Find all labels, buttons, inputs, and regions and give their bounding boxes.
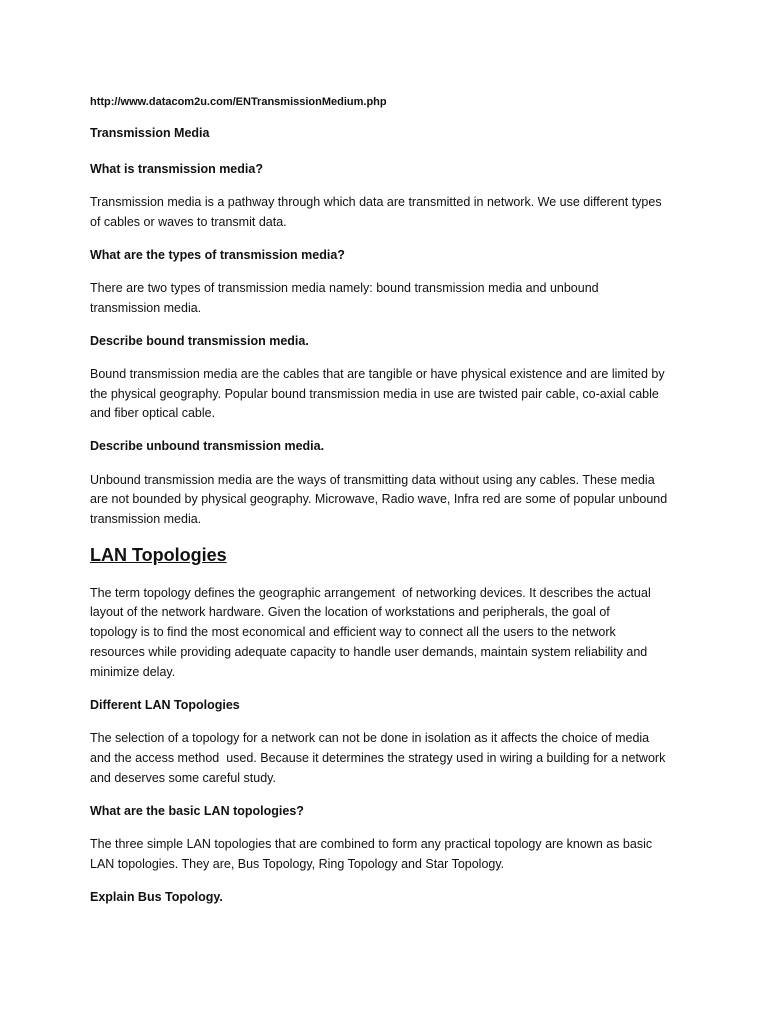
page-title: Transmission Media [90, 126, 210, 140]
question-unbound-media: Describe unbound transmission media. [90, 439, 325, 453]
paragraph-line: There are two types of transmission media namely: bound transmission media and unbound [90, 281, 599, 295]
paragraph-line: layout of the network hardware. Given the location of workstations and peripherals, the goal of [90, 605, 610, 619]
paragraph-line: of cables or waves to transmit data. [90, 215, 287, 229]
paragraph-line: transmission media. [90, 512, 202, 526]
paragraph-line: The term topology defines the geographic arrangement of networking devices. It describes the actual [90, 586, 651, 600]
paragraph-line: Unbound transmission media are the ways of transmitting data without using any cables. These media [90, 473, 655, 487]
question-bound-media: Describe bound transmission media. [90, 334, 309, 348]
section-heading-lan-topologies: LAN Topologies [90, 545, 227, 565]
question-what-is-transmission-media: What is transmission media? [90, 162, 263, 176]
paragraph-line: LAN topologies. They are, Bus Topology, Ring Topology and Star Topology. [90, 857, 505, 871]
paragraph-line: The selection of a topology for a network can not be done in isolation as it affects the choice of media [90, 731, 650, 745]
paragraph-line: minimize delay. [90, 665, 176, 679]
paragraph-line: Transmission media is a pathway through which data are transmitted in network. We use different types [90, 195, 662, 209]
paragraph-line: topology is to find the most economical and efficient way to connect all the users to the network [90, 625, 616, 639]
paragraph-line: and fiber optical cable. [90, 406, 216, 420]
paragraph-line: resources while providing adequate capacity to handle user demands, maintain system reliability and [90, 645, 648, 659]
paragraph-line: are not bounded by physical geography. Microwave, Radio wave, Infra red are some of popular unbound [90, 492, 668, 506]
paragraph-line: transmission media. [90, 301, 202, 315]
subheading-different-lan-topologies: Different LAN Topologies [90, 698, 240, 712]
paragraph-line: the physical geography. Popular bound transmission media in use are twisted pair cable, co-axial cable [90, 387, 659, 401]
paragraph-line: and deserves some careful study. [90, 771, 276, 785]
question-basic-lan-topologies: What are the basic LAN topologies? [90, 804, 304, 818]
paragraph-line: The three simple LAN topologies that are combined to form any practical topology are known as basic [90, 837, 653, 851]
paragraph-line: and the access method used. Because it determines the strategy used in wiring a building for a network [90, 751, 666, 765]
paragraph-line: Bound transmission media are the cables that are tangible or have physical existence and are limited by [90, 367, 665, 381]
question-types-of-transmission-media: What are the types of transmission media? [90, 248, 345, 262]
source-url: http://www.datacom2u.com/ENTransmissionMedium.php [90, 96, 387, 108]
question-explain-bus-topology: Explain Bus Topology. [90, 890, 223, 904]
